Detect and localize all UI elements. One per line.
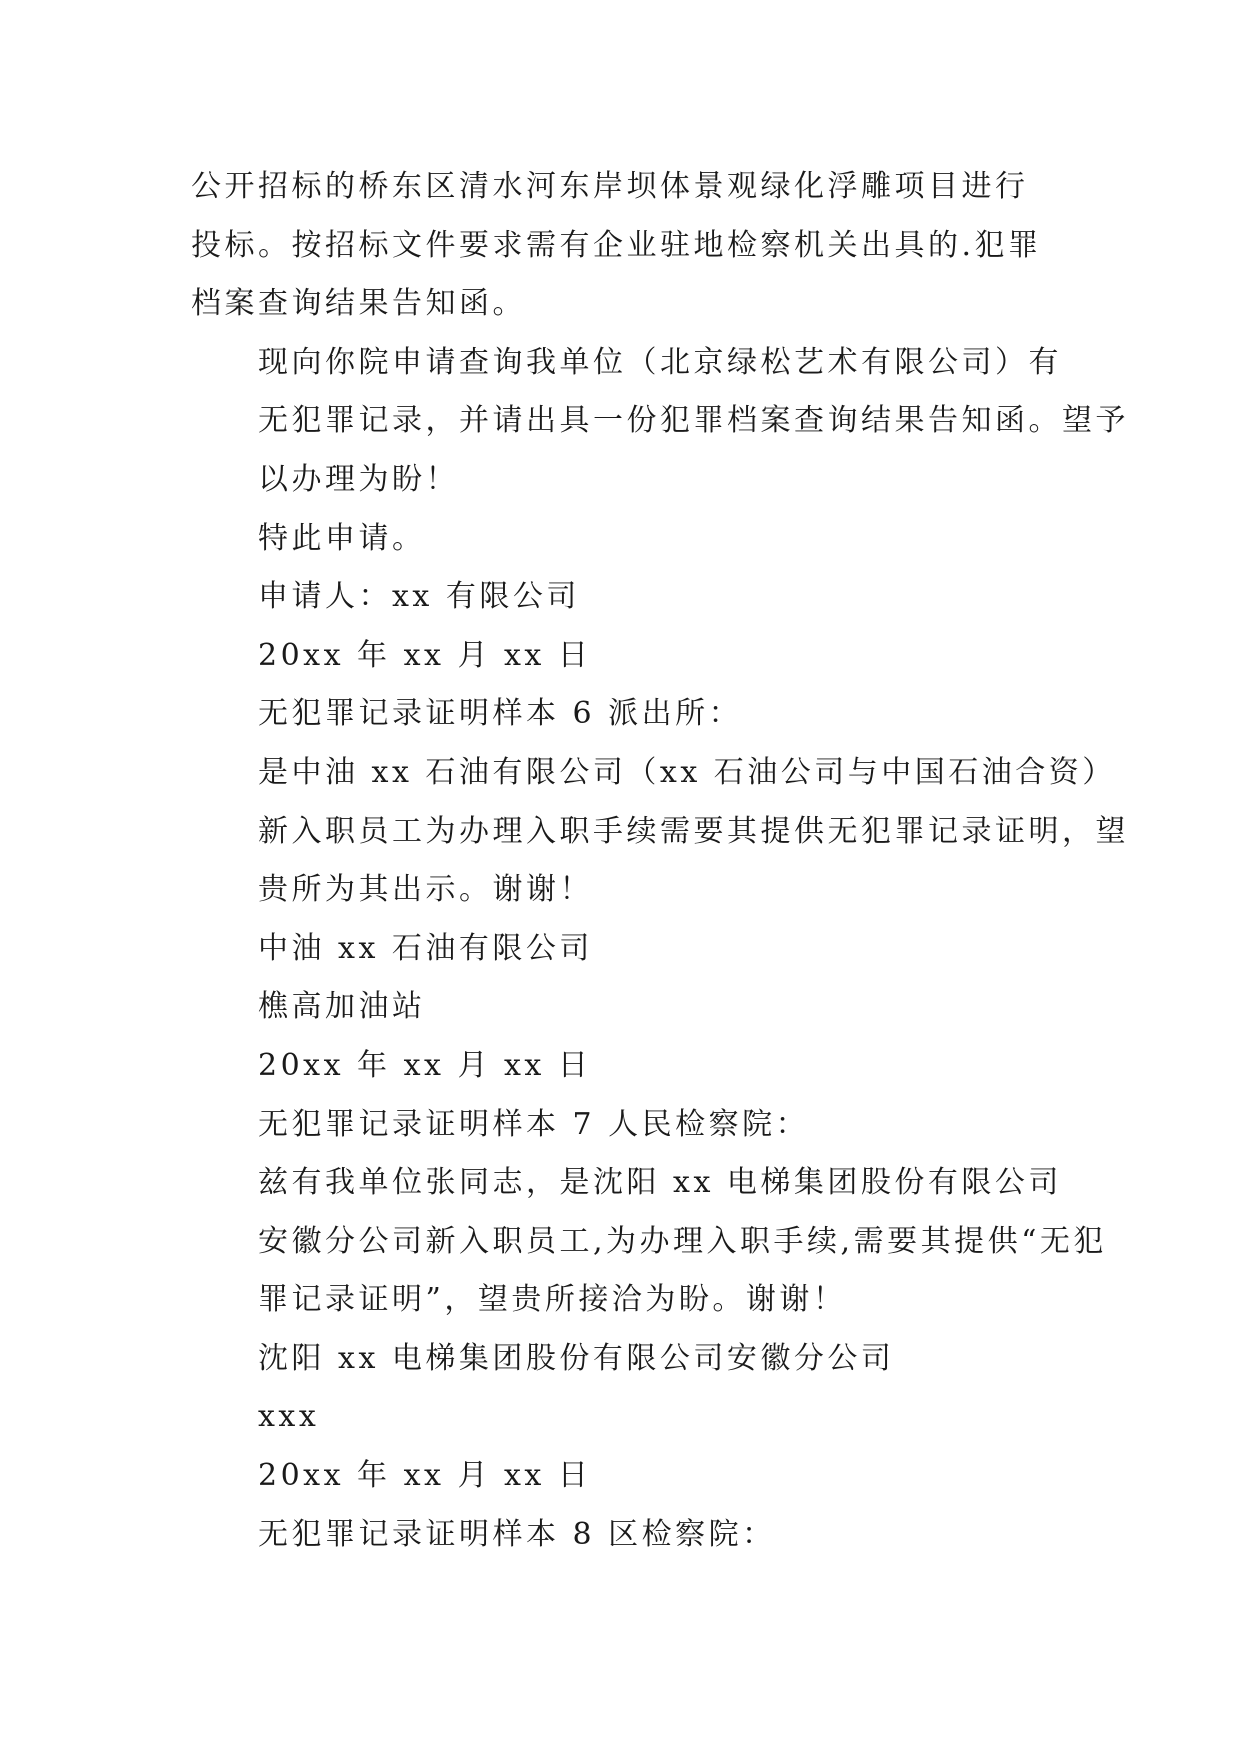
text-line: 申请人：xx 有限公司 <box>258 579 580 615</box>
text-line: 无犯罪记录证明样本 6 派出所： <box>258 696 743 732</box>
paragraph <box>191 1154 1107 1330</box>
text-line: 中油 xx 石油有限公司 <box>258 930 593 966</box>
text-line: 是中油 xx 石油有限公司（xx 石油公司与中国石油合资） <box>258 754 1116 790</box>
text-line: xxx <box>258 1399 320 1435</box>
text-line: 公开招标的桥东区清水河东岸坝体景观绿化浮雕项目进行 <box>191 169 1029 204</box>
text-line: 无犯罪记录，并请出具一份犯罪档案查询结果告知函。望予 <box>258 403 1129 439</box>
text-line: 安徽分公司新入职员工,为办理入职手续,需要其提供“无犯 <box>258 1223 1107 1259</box>
text-line: 20xx 年 xx 月 xx 日 <box>258 637 592 673</box>
paragraph <box>191 685 1071 744</box>
document-body <box>191 158 1129 1564</box>
text-line: 投标。按招标文件要求需有企业驻地检察机关出具的.犯罪 <box>191 227 1042 263</box>
text-line: 现向你院申请查询我单位（北京绿松艺术有限公司）有 <box>258 344 1062 380</box>
text-line: 贵所为其出示。谢谢！ <box>258 872 593 908</box>
paragraph <box>191 627 1071 686</box>
paragraph <box>191 978 1071 1037</box>
text-line: 特此申请。 <box>258 520 426 556</box>
paragraph <box>191 1388 1071 1447</box>
text-line: 罪记录证明”，望贵所接洽为盼。谢谢！ <box>258 1282 847 1318</box>
paragraph <box>191 744 1129 920</box>
paragraph <box>191 1447 1071 1506</box>
paragraph <box>191 568 1071 627</box>
paragraph <box>191 1096 1071 1155</box>
paragraph <box>191 510 1071 569</box>
text-line: 樵高加油站 <box>258 989 426 1025</box>
paragraph <box>191 1506 1071 1565</box>
text-line: 无犯罪记录证明样本 8 区检察院： <box>258 1516 776 1552</box>
paragraph <box>191 1037 1071 1096</box>
text-line: 档案查询结果告知函。 <box>191 286 526 322</box>
paragraph <box>191 334 1129 510</box>
text-line: 以办理为盼！ <box>258 461 459 497</box>
text-line: 沈阳 xx 电梯集团股份有限公司安徽分公司 <box>258 1340 895 1376</box>
text-line: 新入职员工为办理入职手续需要其提供无犯罪记录证明，望 <box>258 813 1129 849</box>
text-line: 无犯罪记录证明样本 7 人民检察院： <box>258 1106 810 1142</box>
text-line: 20xx 年 xx 月 xx 日 <box>258 1047 592 1083</box>
text-line: 20xx 年 xx 月 xx 日 <box>258 1458 592 1494</box>
paragraph <box>191 1330 1071 1389</box>
paragraph <box>191 920 1071 979</box>
text-line: 兹有我单位张同志，是沈阳 xx 电梯集团股份有限公司 <box>258 1165 1062 1201</box>
paragraph <box>191 158 1071 334</box>
